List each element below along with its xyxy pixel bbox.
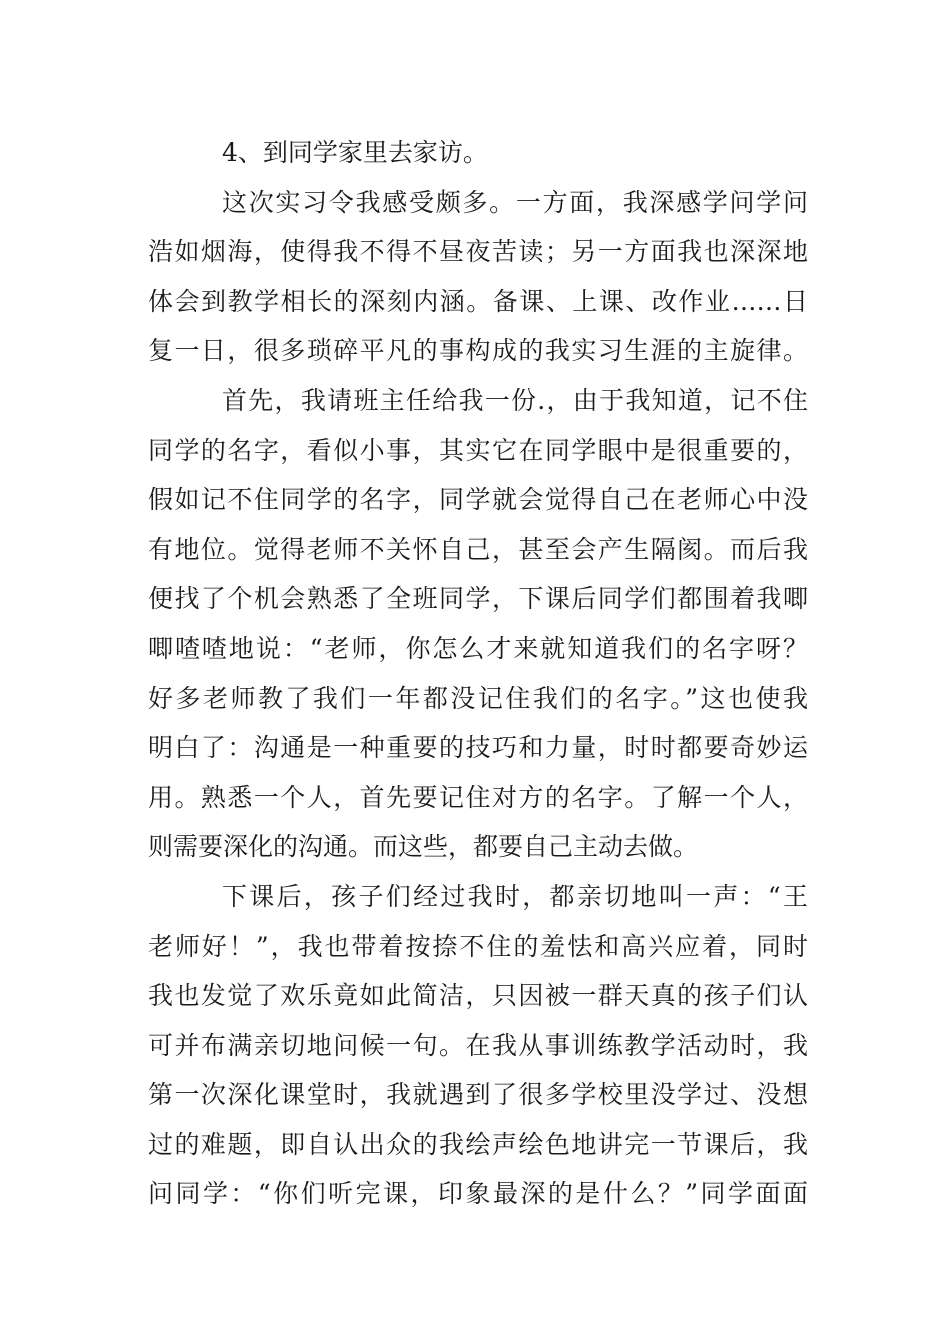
paragraph-line: 老师好！”，我也带着按捺不住的羞怯和高兴应着，同时 bbox=[148, 931, 808, 961]
paragraph-line: 体会到教学相长的深刻内涵。备课、上课、改作业……日 bbox=[148, 286, 808, 316]
paragraph-line: 复一日，很多琐碎平凡的事构成的我实习生涯的主旋律。 bbox=[148, 336, 808, 366]
paragraph-line: 可并布满亲切地问候一句。在我从事训练教学活动时，我 bbox=[148, 1030, 808, 1060]
paragraph-line: 有地位。觉得老师不关怀自己，甚至会产生隔阂。而后我 bbox=[148, 534, 808, 564]
paragraph-line: 这次实习令我感受颇多。一方面，我深感学问学问 bbox=[222, 187, 808, 217]
paragraph-line: 浩如烟海，使得我不得不昼夜苦读；另一方面我也深深地 bbox=[148, 237, 808, 267]
paragraph-line: 首先，我请班主任给我一份.，由于我知道，记不住 bbox=[222, 385, 808, 415]
paragraph-line: 问同学：“你们听完课，印象最深的是什么？”同学面面 bbox=[148, 1179, 808, 1209]
paragraph-line: 明白了：沟通是一种重要的技巧和力量，时时都要奇妙运 bbox=[148, 733, 808, 763]
paragraph-line: 我也发觉了欢乐竟如此简洁，只因被一群天真的孩子们认 bbox=[148, 981, 808, 1011]
body-text bbox=[148, 128, 808, 1219]
paragraph-line: 便找了个机会熟悉了全班同学，下课后同学们都围着我唧 bbox=[148, 584, 808, 614]
paragraph-line: 同学的名字，看似小事，其实它在同学眼中是很重要的， bbox=[148, 435, 808, 465]
list-item-home-visit: 4、到同学家里去家访。 bbox=[222, 138, 488, 167]
paragraph-line: 第一次深化课堂时，我就遇到了很多学校里没学过、没想 bbox=[148, 1080, 808, 1110]
paragraph-line: 用。熟悉一个人，首先要记住对方的名字。了解一个人， bbox=[148, 782, 808, 812]
paragraph-line: 过的难题，即自认出众的我绘声绘色地讲完一节课后，我 bbox=[148, 1129, 808, 1159]
paragraph-line: 下课后，孩子们经过我时，都亲切地叫一声：“王 bbox=[222, 881, 808, 911]
paragraph-line: 则需要深化的沟通。而这些，都要自己主动去做。 bbox=[148, 832, 699, 862]
paragraph-line: 好多老师教了我们一年都没记住我们的名字。”这也使我 bbox=[148, 683, 808, 713]
paragraph-line: 唧喳喳地说：“老师，你怎么才来就知道我们的名字呀？ bbox=[148, 633, 808, 663]
paragraph-line: 假如记不住同学的名字，同学就会觉得自己在老师心中没 bbox=[148, 485, 808, 515]
